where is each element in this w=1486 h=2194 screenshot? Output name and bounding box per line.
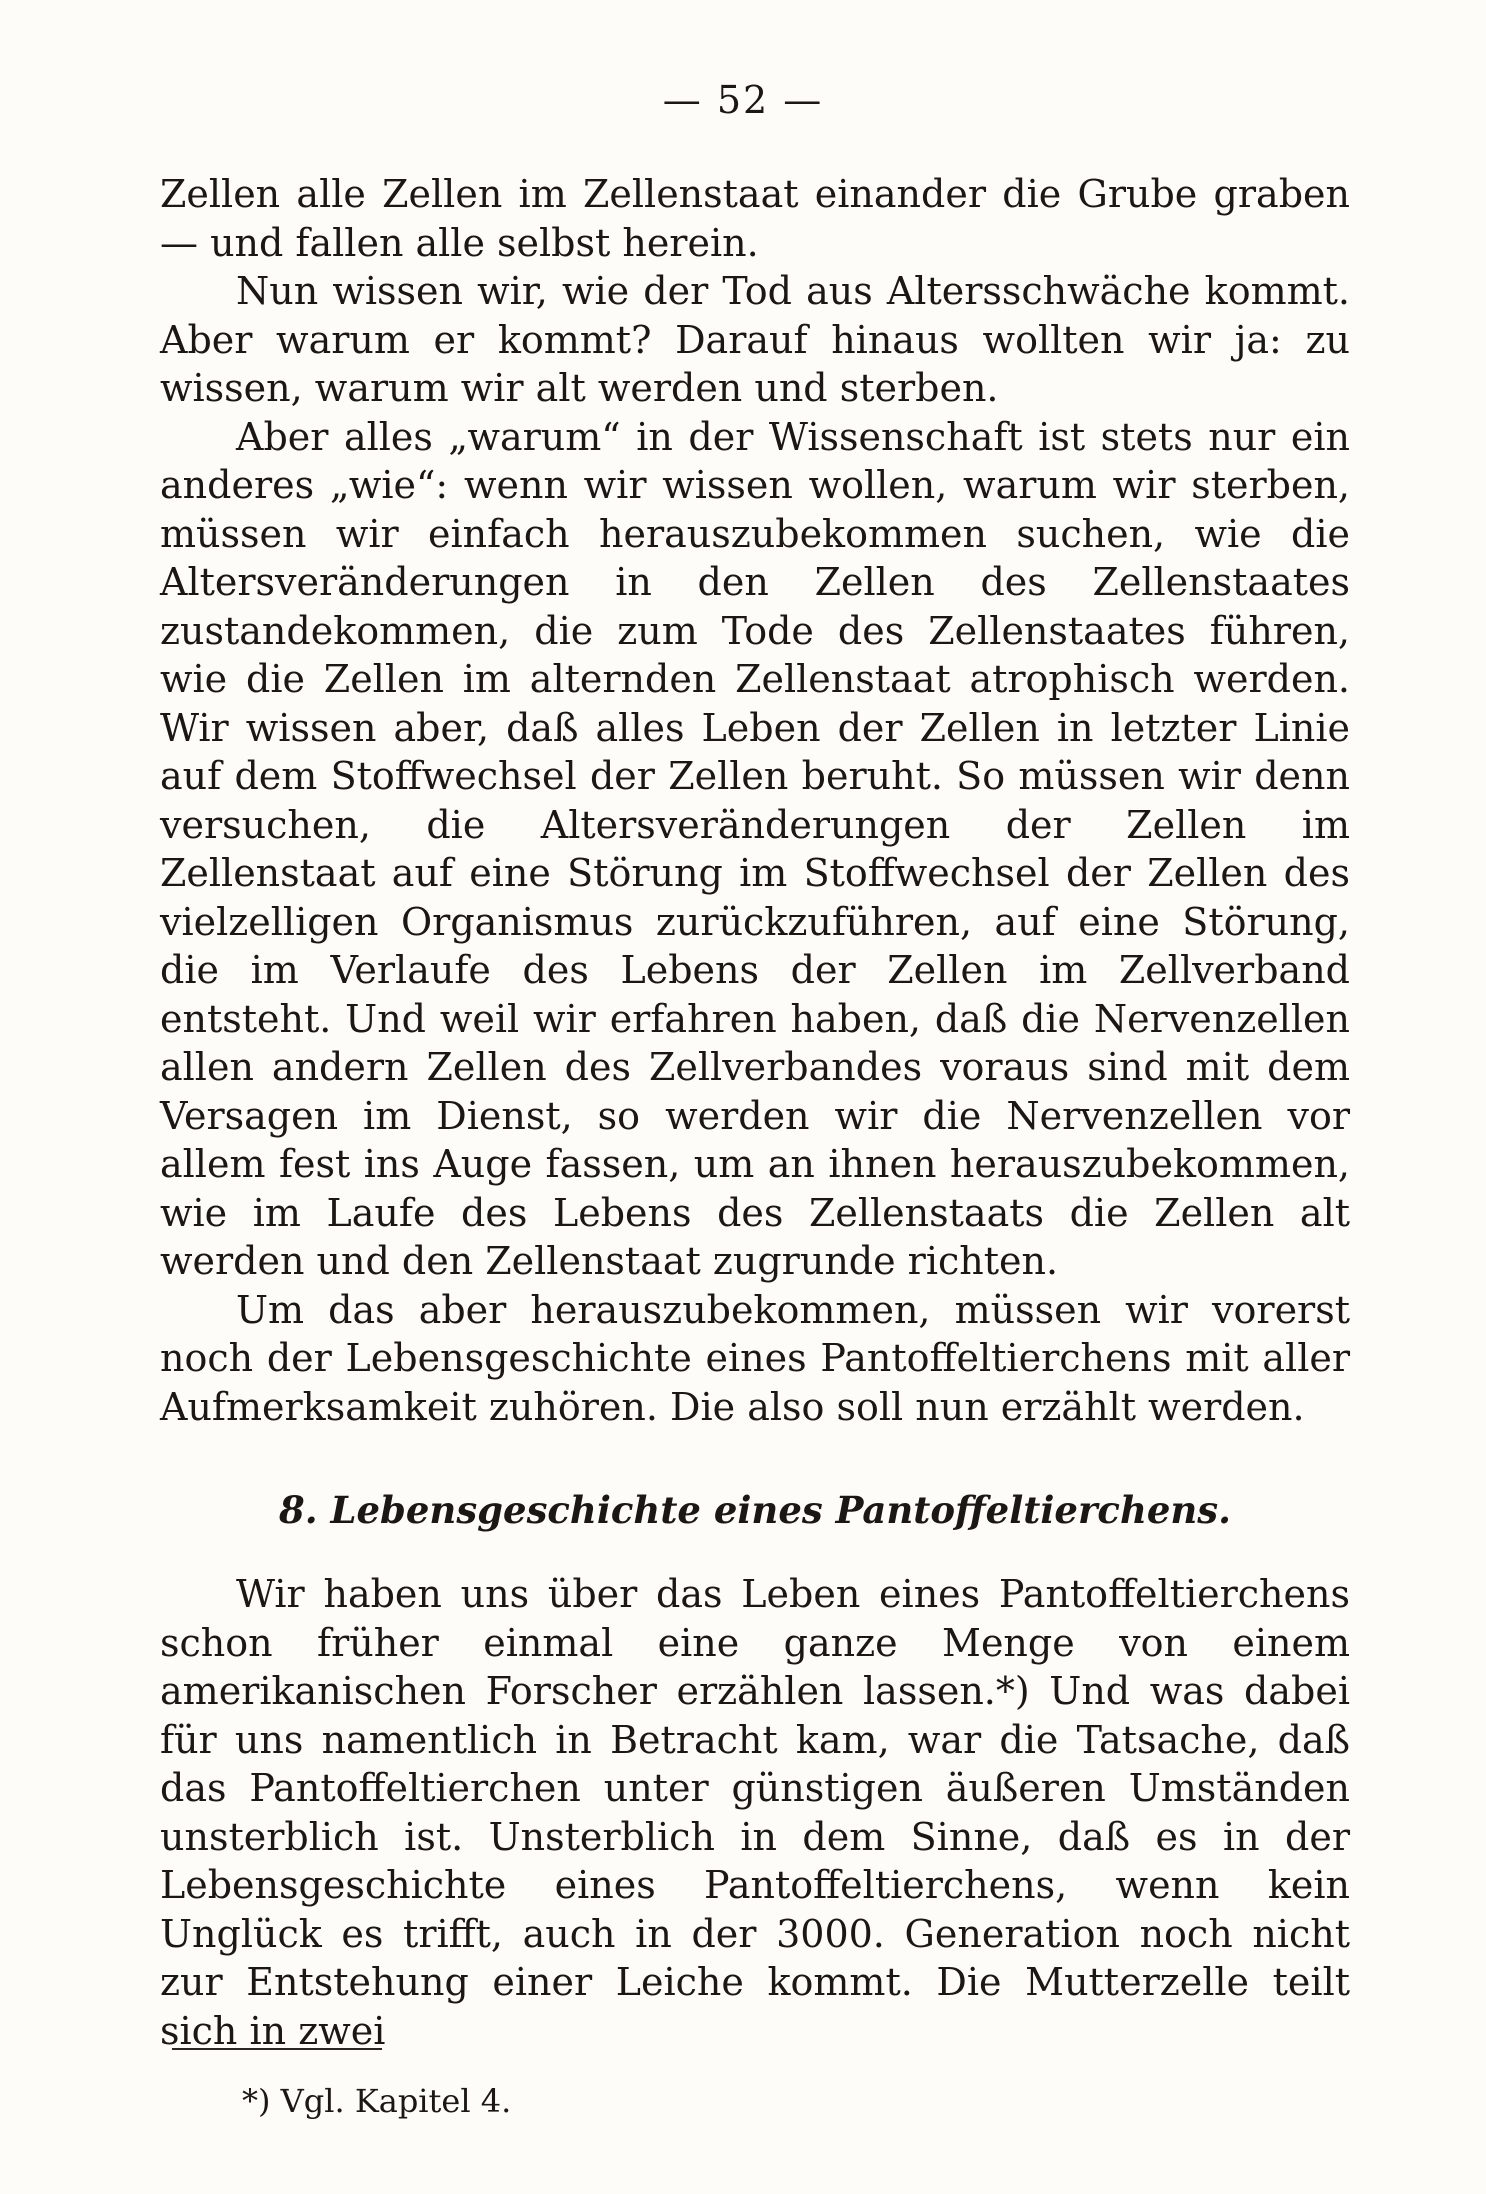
section-body-text-block [160, 1570, 1350, 2055]
paragraph-4: Um das aber herauszubekommen, müssen wir vorerst noch der Lebensgeschichte eines Pantoffeltierchens mit aller Aufmerksamkeit zuhören. Die also soll nun erzählt werden. [160, 1287, 1350, 1429]
section-heading: 8. Lebensgeschichte eines Pantoffeltierchens. [278, 1488, 1232, 1532]
footnote: *) Vgl. Kapitel 4. [242, 2082, 512, 2120]
footnote-divider [172, 2048, 382, 2050]
paragraph-1: Zellen alle Zellen im Zellenstaat einander die Grube graben — und fallen alle selbst herein. [160, 172, 1350, 265]
section-paragraph-1: Wir haben uns über das Leben eines Pantoffeltierchens schon früher einmal eine ganze Menge von einem amerikanischen Forscher erzählen lassen.*) Und was dabei für uns namentlich in Betracht kam, war die Tatsache, daß das Pantoffeltierchen unter günstigen äußeren Umständen unsterblich ist. Unsterblich in dem Sinne, daß es in der Lebensgeschichte eines Pantoffeltierchens, wenn kein Unglück es trifft, auch in der 3000. Generation noch nicht zur Entstehung einer Leiche kommt. Die Mutterzelle teilt sich in zwei [160, 1572, 1350, 2053]
paragraph-3: Aber alles „warum“ in der Wissenschaft ist stets nur ein anderes „wie“: wenn wir wissen wollen, warum wir sterben, müssen wir einfach herauszubekommen suchen, wie die Altersveränderungen in den Zellen des Zellenstaates zustandekommen, die zum Tode des Zellenstaates führen, wie die Zellen im alternden Zellenstaat atrophisch werden. Wir wissen aber, daß alles Leben der Zellen in letzter Linie auf dem Stoffwechsel der Zellen beruht. So müssen wir denn versuchen, die Altersveränderungen der Zellen im Zellenstaat auf eine Störung im Stoffwechsel der Zellen des vielzelligen Organismus zurückzuführen, auf eine Störung, die im Verlaufe des Lebens der Zellen im Zellverband entsteht. Und weil wir erfahren haben, daß die Nervenzellen allen andern Zellen des Zellverbandes voraus sind mit dem Versagen im Dienst, so werden wir die Nervenzellen vor allem fest ins Auge fassen, um an ihnen herauszubekommen, wie im Laufe des Lebens des Zellenstaats die Zellen alt werden und den Zellenstaat zugrunde richten. [160, 414, 1350, 1283]
body-text-block [160, 170, 1350, 1431]
page-number: — 52 — [662, 78, 824, 122]
paragraph-2: Nun wissen wir, wie der Tod aus Altersschwäche kommt. Aber warum er kommt? Darauf hinaus wollten wir ja: zu wissen, warum wir alt werden und sterben. [160, 269, 1350, 410]
